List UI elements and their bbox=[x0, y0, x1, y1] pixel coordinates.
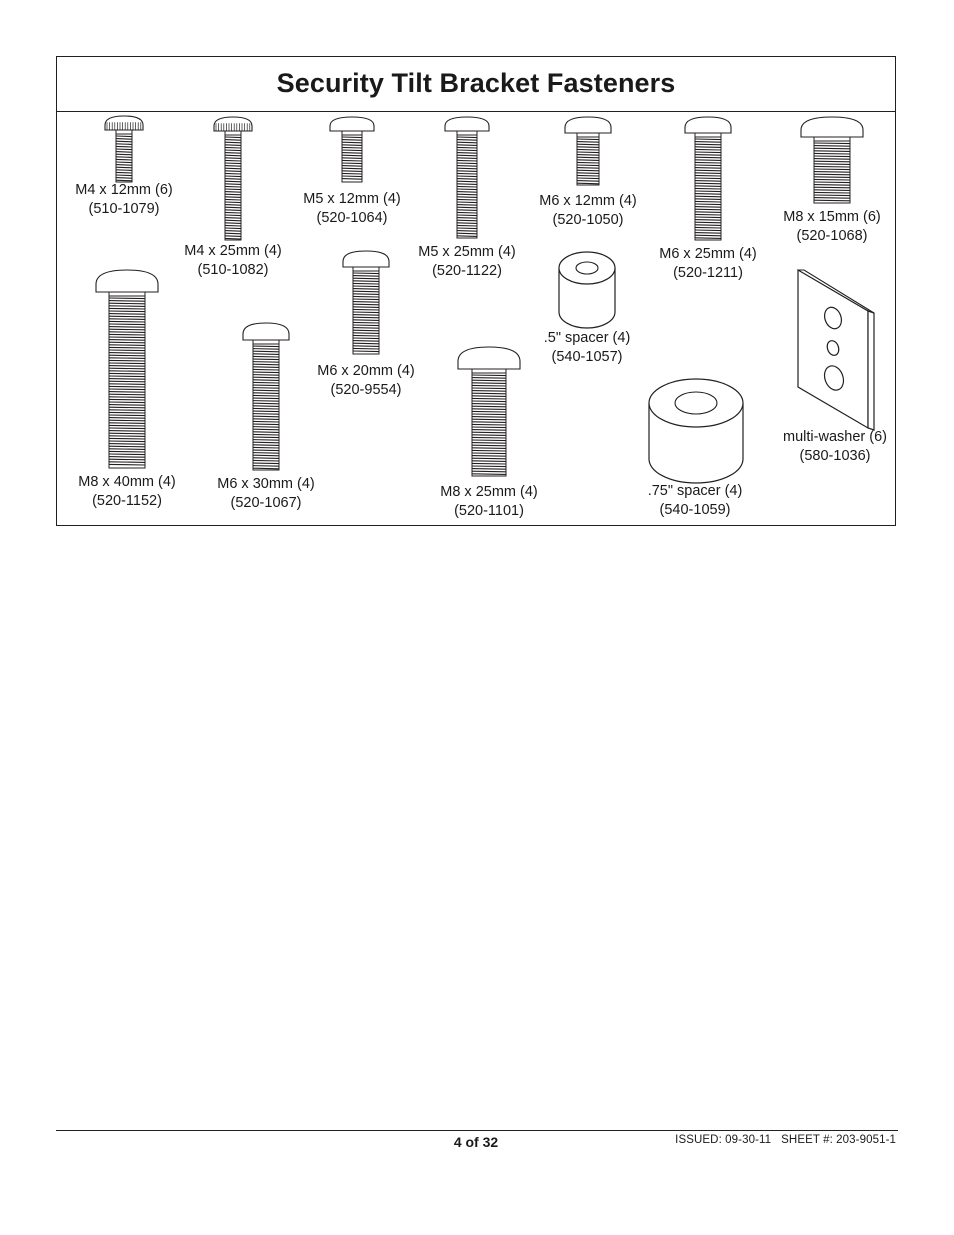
part-label-m6x25 bbox=[659, 245, 757, 282]
part-name: M6 x 30mm (4) bbox=[217, 476, 315, 492]
screw-icon-m8x15 bbox=[801, 117, 863, 203]
multi-washer-icon bbox=[798, 270, 874, 430]
screw-icon-m5x12 bbox=[330, 117, 374, 182]
part-number: (520-1064) bbox=[316, 209, 388, 226]
spacer-icon-half bbox=[559, 252, 615, 328]
part-label-m8x25 bbox=[440, 483, 538, 520]
issue-info bbox=[675, 1134, 896, 1146]
part-number: (520-1101) bbox=[454, 502, 524, 519]
part-label-m4x25 bbox=[184, 242, 282, 279]
page-title: Security Tilt Bracket Fasteners bbox=[276, 68, 676, 98]
part-number: (520-1211) bbox=[673, 264, 743, 281]
part-name: M5 x 25mm (4) bbox=[418, 244, 516, 260]
screw-icon-m8x40 bbox=[96, 270, 158, 468]
part-name: M6 x 25mm (4) bbox=[659, 246, 757, 262]
part-label-spacer-threequarter bbox=[648, 482, 743, 519]
screw-icon-m6x25 bbox=[685, 117, 731, 240]
part-label-spacer-half bbox=[544, 329, 631, 366]
part-label-m8x40 bbox=[78, 473, 176, 510]
screw-icon-m8x25 bbox=[458, 347, 520, 476]
part-number: (580-1036) bbox=[799, 447, 871, 464]
part-label-m5x25 bbox=[418, 243, 516, 280]
part-number: (520-1152) bbox=[92, 492, 162, 509]
part-label-m5x12 bbox=[303, 190, 401, 227]
part-label-multi-washer bbox=[783, 428, 887, 465]
part-name: M8 x 15mm (6) bbox=[783, 209, 881, 225]
part-label-m6x12 bbox=[539, 192, 637, 229]
part-name: M8 x 40mm (4) bbox=[78, 474, 176, 490]
part-label-m6x30 bbox=[217, 475, 315, 512]
screw-icon-m6x12 bbox=[565, 117, 611, 185]
footer-rule bbox=[56, 1130, 898, 1131]
part-name: M8 x 25mm (4) bbox=[440, 484, 538, 500]
part-label-m6x20 bbox=[317, 362, 415, 399]
part-name: .75" spacer (4) bbox=[647, 483, 743, 499]
part-name: .5" spacer (4) bbox=[543, 330, 631, 346]
screw-icon-m6x20 bbox=[343, 251, 389, 354]
part-number: (540-1057) bbox=[551, 348, 623, 365]
part-number: (540-1059) bbox=[659, 501, 731, 518]
part-number: (520-1050) bbox=[552, 211, 624, 228]
part-number: (510-1079) bbox=[88, 200, 160, 217]
part-label-m8x15 bbox=[783, 208, 881, 245]
spacer-icon-threequarter bbox=[649, 379, 743, 483]
sheet-number: SHEET #: 203-9051-1 bbox=[781, 1134, 896, 1146]
part-number: (520-1068) bbox=[796, 227, 868, 244]
part-name: M4 x 12mm (6) bbox=[75, 182, 173, 198]
part-number: (520-1067) bbox=[230, 494, 302, 511]
part-number: (510-1082) bbox=[197, 261, 269, 278]
screw-icon-m4x25 bbox=[214, 117, 252, 240]
screw-icon-m5x25 bbox=[445, 117, 489, 238]
part-number: (520-1122) bbox=[432, 262, 502, 279]
part-name: M6 x 12mm (4) bbox=[539, 193, 637, 209]
part-name: M6 x 20mm (4) bbox=[317, 363, 415, 379]
issued-date: ISSUED: 09-30-11 bbox=[675, 1134, 772, 1146]
screw-icon-m4x12 bbox=[105, 116, 143, 182]
screw-icon-m6x30 bbox=[243, 323, 289, 470]
part-number: (520-9554) bbox=[330, 381, 402, 398]
part-name: multi-washer (6) bbox=[783, 429, 887, 445]
page-number: 4 of 32 bbox=[453, 1134, 499, 1150]
part-name: M4 x 25mm (4) bbox=[184, 243, 282, 259]
part-name: M5 x 12mm (4) bbox=[303, 191, 401, 207]
part-label-m4x12 bbox=[75, 181, 173, 218]
